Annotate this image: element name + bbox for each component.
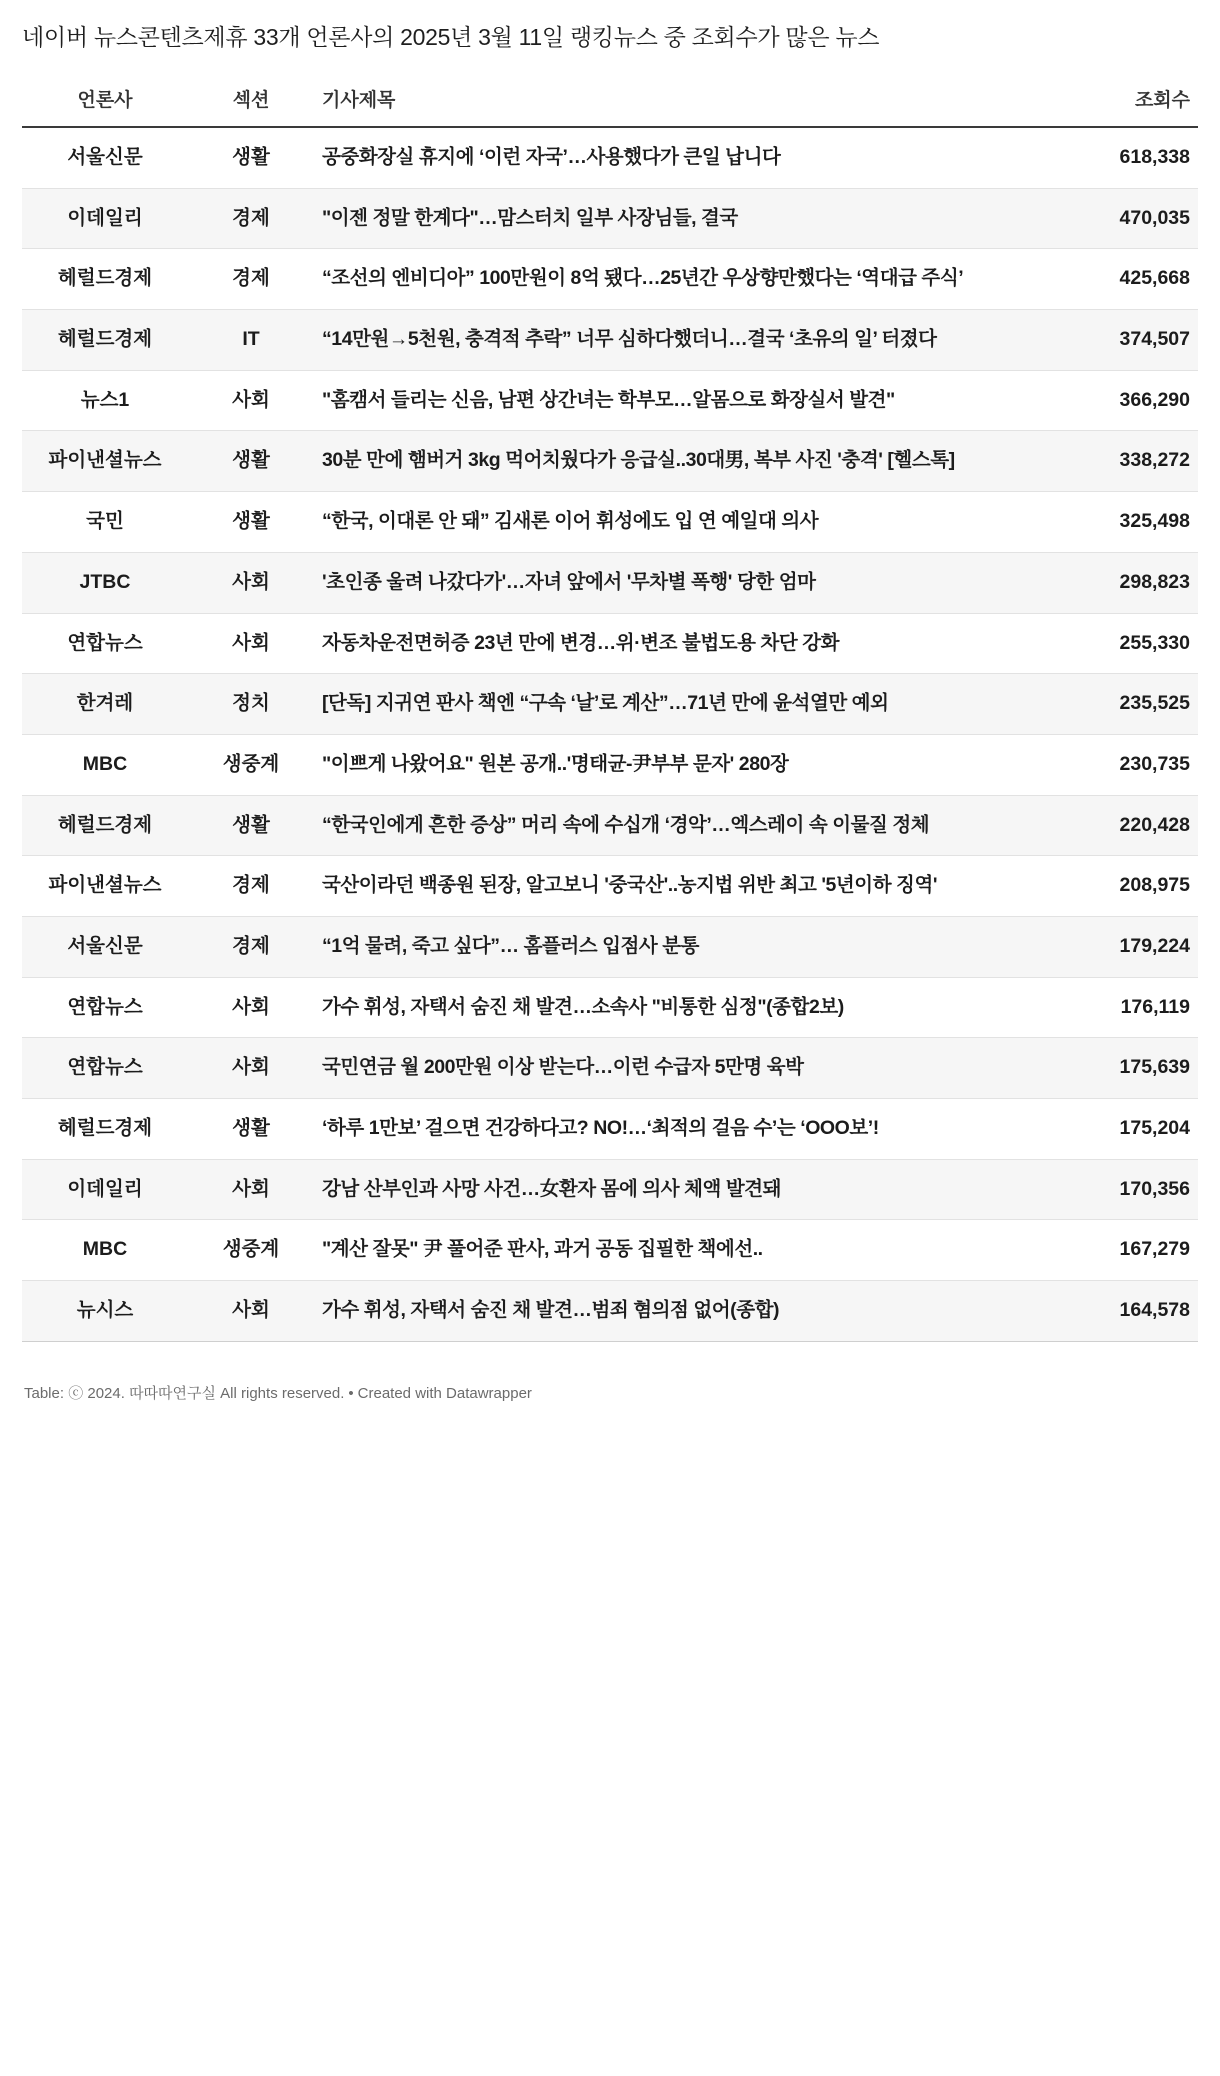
cell-views: 470,035 [1032, 188, 1198, 249]
cell-headline: ‘하루 1만보’ 걸으면 건강하다고? NO!…‘최적의 걸음 수’는 ‘OOO보’! [314, 1099, 1032, 1160]
column-header-headline[interactable]: 기사제목 [314, 79, 1032, 127]
table-body [22, 127, 1198, 1341]
table-row [22, 734, 1198, 795]
cell-views: 220,428 [1032, 795, 1198, 856]
footer-credit: Table: ⓒ 2024. 따따따연구실 All rights reserved. [24, 1384, 345, 1402]
cell-press: 연합뉴스 [22, 613, 188, 674]
cell-views: 176,119 [1032, 977, 1198, 1038]
cell-headline: "계산 잘못" 尹 풀어준 판사, 과거 공동 집필한 책에선.. [314, 1220, 1032, 1281]
cell-views: 618,338 [1032, 127, 1198, 188]
cell-headline: 자동차운전면허증 23년 만에 변경…위·변조 불법도용 차단 강화 [314, 613, 1032, 674]
cell-views: 170,356 [1032, 1159, 1198, 1220]
cell-views: 374,507 [1032, 310, 1198, 371]
footer-datawrapper-credit[interactable]: Created with Datawrapper [357, 1384, 532, 1402]
cell-section: 경제 [188, 188, 314, 249]
cell-press: MBC [22, 734, 188, 795]
cell-headline: “한국, 이대론 안 돼” 김새론 이어 휘성에도 입 연 예일대 의사 [314, 492, 1032, 553]
cell-headline: “1억 물려, 죽고 싶다”… 홈플러스 입점사 분통 [314, 916, 1032, 977]
cell-section: 생활 [188, 492, 314, 553]
cell-section: 사회 [188, 552, 314, 613]
table-row [22, 977, 1198, 1038]
cell-section: IT [188, 310, 314, 371]
cell-section: 생활 [188, 795, 314, 856]
cell-section: 생중계 [188, 734, 314, 795]
cell-press: 한겨레 [22, 674, 188, 735]
cell-press: 헤럴드경제 [22, 795, 188, 856]
cell-views: 338,272 [1032, 431, 1198, 492]
cell-section: 사회 [188, 1159, 314, 1220]
table-row [22, 552, 1198, 613]
table-row [22, 431, 1198, 492]
cell-section: 사회 [188, 1281, 314, 1342]
table-row [22, 1038, 1198, 1099]
cell-headline: "이젠 정말 한계다"…맘스터치 일부 사장님들, 결국 [314, 188, 1032, 249]
cell-section: 사회 [188, 1038, 314, 1099]
cell-views: 255,330 [1032, 613, 1198, 674]
cell-headline: 30분 만에 햄버거 3kg 먹어치웠다가 응급실..30대男, 복부 사진 '충격' [헬스톡] [314, 431, 1032, 492]
table-row [22, 856, 1198, 917]
cell-press: 파이낸셜뉴스 [22, 856, 188, 917]
cell-section: 사회 [188, 370, 314, 431]
cell-headline: "이쁘게 나왔어요" 원본 공개..'명태균-尹부부 문자' 280장 [314, 734, 1032, 795]
page-title: 네이버 뉴스콘텐츠제휴 33개 언론사의 2025년 3월 11일 랭킹뉴스 중 조회수가 많은 뉴스 [22, 24, 880, 50]
cell-press: 파이낸셜뉴스 [22, 431, 188, 492]
cell-headline: 가수 휘성, 자택서 숨진 채 발견…범죄 혐의점 없어(종합) [314, 1281, 1032, 1342]
cell-views: 208,975 [1032, 856, 1198, 917]
table-row [22, 1159, 1198, 1220]
cell-views: 179,224 [1032, 916, 1198, 977]
cell-views: 325,498 [1032, 492, 1198, 553]
cell-views: 235,525 [1032, 674, 1198, 735]
table-row [22, 1281, 1198, 1342]
cell-section: 사회 [188, 613, 314, 674]
cell-press: 서울신문 [22, 916, 188, 977]
table-row [22, 249, 1198, 310]
table-row [22, 674, 1198, 735]
cell-section: 생중계 [188, 1220, 314, 1281]
cell-press: 서울신문 [22, 127, 188, 188]
cell-section: 사회 [188, 977, 314, 1038]
table-row [22, 795, 1198, 856]
table-row [22, 370, 1198, 431]
cell-headline: “한국인에게 흔한 증상” 머리 속에 수십개 ‘경악’…엑스레이 속 이물질 정체 [314, 795, 1032, 856]
cell-headline: 가수 휘성, 자택서 숨진 채 발견…소속사 "비통한 심정"(종합2보) [314, 977, 1032, 1038]
cell-headline: '초인종 울려 나갔다가'…자녀 앞에서 '무차별 폭행' 당한 엄마 [314, 552, 1032, 613]
table-footer [22, 1368, 1198, 1421]
cell-section: 경제 [188, 916, 314, 977]
table-row [22, 127, 1198, 188]
cell-press: 헤럴드경제 [22, 249, 188, 310]
cell-views: 366,290 [1032, 370, 1198, 431]
cell-press: 이데일리 [22, 1159, 188, 1220]
cell-views: 298,823 [1032, 552, 1198, 613]
cell-press: 국민 [22, 492, 188, 553]
cell-section: 경제 [188, 856, 314, 917]
cell-press: 연합뉴스 [22, 977, 188, 1038]
column-header-section[interactable]: 섹션 [188, 79, 314, 127]
cell-headline: 강남 산부인과 사망 사건…女환자 몸에 의사 체액 발견돼 [314, 1159, 1032, 1220]
table-row [22, 492, 1198, 553]
cell-headline: "홈캠서 들리는 신음, 남편 상간녀는 학부모…알몸으로 화장실서 발견" [314, 370, 1032, 431]
table-header-row [22, 79, 1198, 127]
cell-section: 경제 [188, 249, 314, 310]
news-ranking-table [22, 79, 1198, 1342]
cell-section: 생활 [188, 1099, 314, 1160]
cell-headline: “조선의 엔비디아” 100만원이 8억 됐다…25년간 우상향만했다는 ‘역대급 주식’ [314, 249, 1032, 310]
table-row [22, 613, 1198, 674]
cell-press: 헤럴드경제 [22, 310, 188, 371]
cell-section: 생활 [188, 431, 314, 492]
cell-views: 230,735 [1032, 734, 1198, 795]
cell-headline: “14만원→5천원, 충격적 추락” 너무 심하다했더니…결국 ‘초유의 일’ 터졌다 [314, 310, 1032, 371]
cell-views: 164,578 [1032, 1281, 1198, 1342]
cell-views: 175,639 [1032, 1038, 1198, 1099]
cell-views: 425,668 [1032, 249, 1198, 310]
column-header-views[interactable]: 조회수 [1032, 79, 1198, 127]
cell-press: 뉴시스 [22, 1281, 188, 1342]
cell-views: 167,279 [1032, 1220, 1198, 1281]
column-header-press[interactable]: 언론사 [22, 79, 188, 127]
cell-press: 이데일리 [22, 188, 188, 249]
table-header [22, 79, 1198, 127]
cell-press: JTBC [22, 552, 188, 613]
cell-section: 정치 [188, 674, 314, 735]
cell-headline: [단독] 지귀연 판사 책엔 “구속 ‘날’로 계산”…71년 만에 윤석열만 예외 [314, 674, 1032, 735]
cell-press: 헤럴드경제 [22, 1099, 188, 1160]
footer-separator: • [348, 1384, 354, 1402]
cell-headline: 국민연금 월 200만원 이상 받는다…이런 수급자 5만명 육박 [314, 1038, 1032, 1099]
cell-headline: 공중화장실 휴지에 ‘이런 자국’…사용했다가 큰일 납니다 [314, 127, 1032, 188]
cell-press: MBC [22, 1220, 188, 1281]
table-row [22, 188, 1198, 249]
cell-press: 연합뉴스 [22, 1038, 188, 1099]
table-row [22, 1220, 1198, 1281]
cell-views: 175,204 [1032, 1099, 1198, 1160]
table-row [22, 1099, 1198, 1160]
cell-section: 생활 [188, 127, 314, 188]
cell-press: 뉴스1 [22, 370, 188, 431]
table-row [22, 310, 1198, 371]
cell-headline: 국산이라던 백종원 된장, 알고보니 '중국산'..농지법 위반 최고 '5년이하 징역' [314, 856, 1032, 917]
table-row [22, 916, 1198, 977]
